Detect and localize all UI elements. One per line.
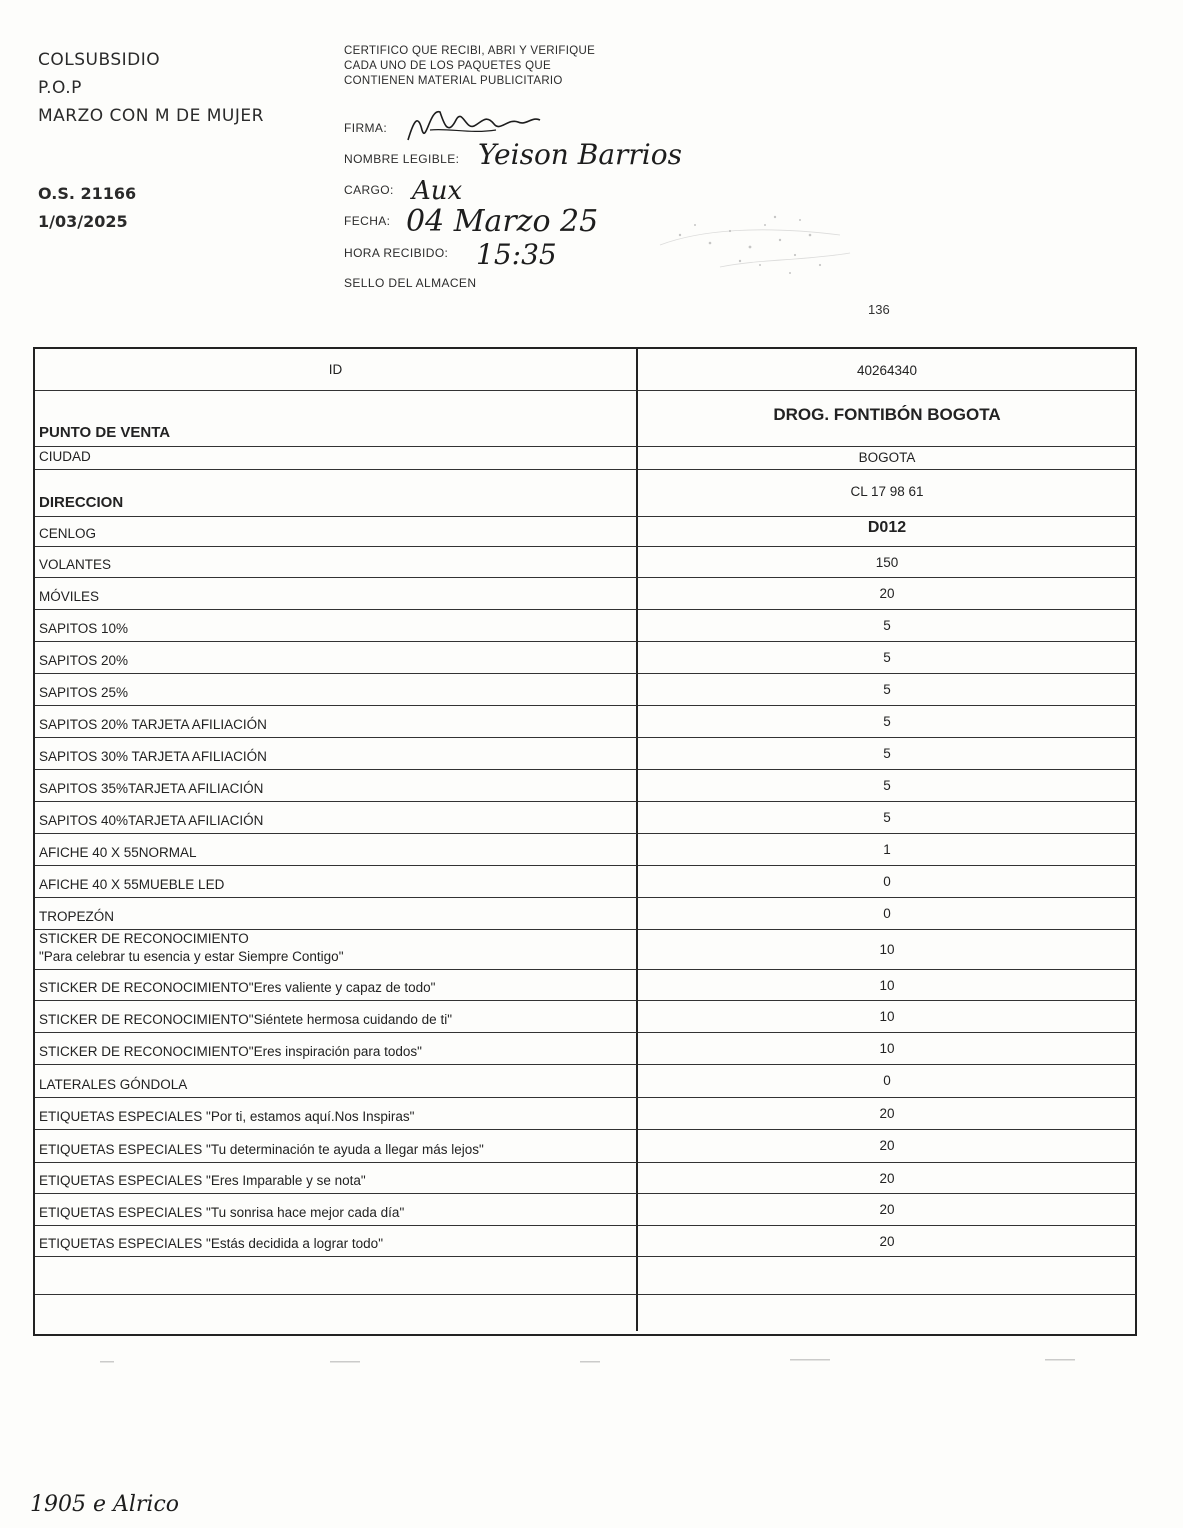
- id-value: 40264340: [638, 349, 1136, 391]
- table-row-value: DROG. FONTIBÓN BOGOTA: [638, 391, 1136, 447]
- table-row-value: 5: [638, 642, 1136, 674]
- table-row-label: ETIQUETAS ESPECIALES "Estás decidida a lograr todo": [35, 1226, 638, 1257]
- table-row-label: TROPEZÓN: [35, 898, 638, 930]
- id-label: ID: [35, 349, 638, 391]
- table-row-label: SAPITOS 30% TARJETA AFILIACIÓN: [35, 738, 638, 770]
- table-row-value: 10: [638, 970, 1136, 1001]
- firma-label: FIRMA:: [344, 121, 388, 135]
- table-row-value: 20: [638, 1194, 1136, 1226]
- table-row-label: AFICHE 40 X 55NORMAL: [35, 834, 638, 866]
- table-row-label: ETIQUETAS ESPECIALES "Tu sonrisa hace mejor cada día": [35, 1194, 638, 1226]
- table-row-label: [35, 930, 638, 970]
- table-row-label: SAPITOS 25%: [35, 674, 638, 706]
- table-row-value: 5: [638, 610, 1136, 642]
- company-name: COLSUBSIDIO: [38, 50, 161, 70]
- fecha-value: 04 Marzo 25: [406, 204, 599, 239]
- table-row-label: PUNTO DE VENTA: [35, 391, 638, 447]
- order-date: 1/03/2025: [38, 212, 128, 231]
- table-row-value: 0: [638, 898, 1136, 930]
- nombre-value: Yeison Barrios: [478, 138, 682, 171]
- table-row-value: CL 17 98 61: [638, 470, 1136, 517]
- table-row-value: 5: [638, 706, 1136, 738]
- table-row-label: DIRECCION: [35, 470, 638, 517]
- sticker-title: STICKER DE RECONOCIMIENTO: [39, 931, 249, 946]
- sticker-subtitle: "Para celebrar tu esencia y estar Siempre Contigo": [39, 949, 344, 964]
- table-row-value: 5: [638, 802, 1136, 834]
- table-row-value: 5: [638, 674, 1136, 706]
- table-row-label: STICKER DE RECONOCIMIENTO"Eres valiente y capaz de todo": [35, 970, 638, 1001]
- nombre-label: NOMBRE LEGIBLE:: [344, 152, 460, 166]
- table-row-value: 20: [638, 1130, 1136, 1163]
- table-row-label: LATERALES GÓNDOLA: [35, 1065, 638, 1098]
- table-row-value: 20: [638, 1163, 1136, 1194]
- table-row-value: 10: [638, 1033, 1136, 1065]
- order-block: [38, 180, 136, 236]
- table-row-value: BOGOTA: [638, 447, 1136, 470]
- table-row-label: SAPITOS 35%TARJETA AFILIACIÓN: [35, 770, 638, 802]
- table-row-value: 0: [638, 866, 1136, 898]
- table-row-empty: [638, 1295, 1136, 1331]
- stamp-smudge-icon: [640, 195, 870, 295]
- cargo-label: CARGO:: [344, 183, 394, 197]
- table-row-value: 20: [638, 1098, 1136, 1130]
- table-row-label: STICKER DE RECONOCIMIENTO"Siéntete hermosa cuidando de ti": [35, 1001, 638, 1033]
- hora-value: 15:35: [476, 238, 557, 271]
- cargo-value: Aux: [412, 176, 463, 206]
- table-row-empty: [35, 1257, 638, 1295]
- table-row-label: CENLOG: [35, 517, 638, 547]
- table-row-label: ETIQUETAS ESPECIALES "Eres Imparable y se nota": [35, 1163, 638, 1194]
- table-row-label: SAPITOS 20% TARJETA AFILIACIÓN: [35, 706, 638, 738]
- table-row-empty: [35, 1295, 638, 1331]
- table-row-value: 20: [638, 1226, 1136, 1257]
- table-row-label: MÓVILES: [35, 578, 638, 610]
- table-row-label: ETIQUETAS ESPECIALES "Tu determinación te ayuda a llegar más lejos": [35, 1130, 638, 1163]
- table-row-value: 5: [638, 738, 1136, 770]
- table-row-label: STICKER DE RECONOCIMIENTO"Eres inspiración para todos": [35, 1033, 638, 1065]
- table-row-value: 150: [638, 547, 1136, 578]
- table-row-value: 10: [638, 1001, 1136, 1033]
- sheet-number: 136: [868, 302, 890, 317]
- table-row-label: SAPITOS 40%TARJETA AFILIACIÓN: [35, 802, 638, 834]
- materials-table: [33, 347, 1137, 1336]
- pop-label: P.O.P: [38, 78, 82, 98]
- header-left: [38, 46, 264, 130]
- table-row-value: 10: [638, 930, 1136, 970]
- table-row-label: SAPITOS 20%: [35, 642, 638, 674]
- table-row-value: 5: [638, 770, 1136, 802]
- fecha-label: FECHA:: [344, 214, 391, 228]
- table-row-label: SAPITOS 10%: [35, 610, 638, 642]
- table-row-label: CIUDAD: [35, 447, 638, 470]
- campaign-name: MARZO CON M DE MUJER: [38, 106, 264, 126]
- order-number: O.S. 21166: [38, 184, 137, 203]
- table-row-empty: [638, 1257, 1136, 1295]
- hora-label: HORA RECIBIDO:: [344, 246, 449, 260]
- table-row-value: D012: [638, 517, 1136, 547]
- footer-handwriting: 1905 e Alrico: [30, 1492, 180, 1517]
- table-row-value: 0: [638, 1065, 1136, 1098]
- table-row-label: VOLANTES: [35, 547, 638, 578]
- table-row-value: 1: [638, 834, 1136, 866]
- sello-label: SELLO DEL ALMACEN: [344, 276, 477, 290]
- table-row-label: AFICHE 40 X 55MUEBLE LED: [35, 866, 638, 898]
- scan-specks-icon: [90, 1356, 1090, 1368]
- certificate-text: CERTIFICO QUE RECIBI, ABRI Y VERIFIQUE CADA UNO DE LOS PAQUETES QUE CONTIENEN MATERIAL PUBLICITARIO: [344, 45, 596, 87]
- table-row-label: ETIQUETAS ESPECIALES "Por ti, estamos aquí.Nos Inspiras": [35, 1098, 638, 1130]
- table-row-value: 20: [638, 578, 1136, 610]
